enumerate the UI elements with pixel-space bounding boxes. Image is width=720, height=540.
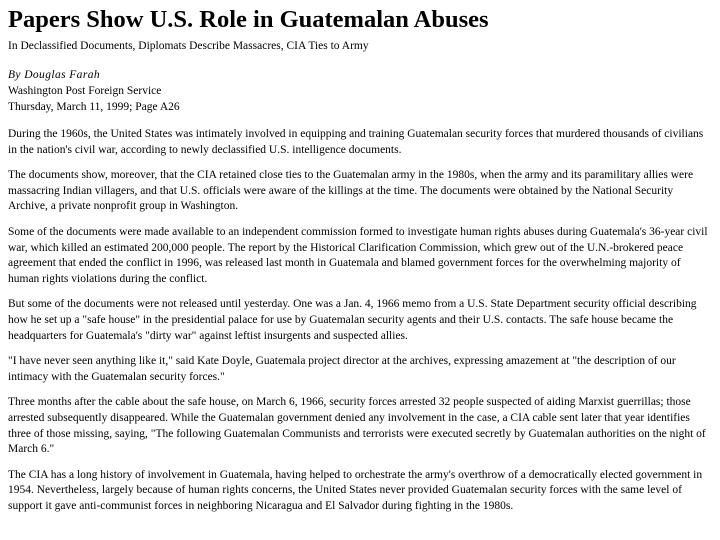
article-paragraph: The documents show, moreover, that the CIA retained close ties to the Guatemalan army in the 1980s, when the army and its paramilitary allies were massacring Indian villagers, and that U.S. officials were aware of the killings at the time. The documents were obtained by the National Security Archive, a private nonprofit group in Washington. bbox=[8, 169, 694, 213]
article-paragraph: During the 1960s, the United States was intimately involved in equipping and training Guatemalan security forces that murdered thousands of civilians in the nation's civil war, according to newly declassified U.S. intelligence documents. bbox=[8, 128, 704, 156]
article-paragraph: The CIA has a long history of involvement in Guatemala, having helped to orchestrate the army's overthrow of a democratically elected government in 1954. Nevertheless, largely because of human rights concerns, the United States never provided Guatemalan security forces with the same level of support it gave anti-communist forces in neighboring Nicaragua and El Salvador during fighting in the 1980s. bbox=[8, 468, 703, 512]
article-body bbox=[8, 127, 712, 514]
article-meta bbox=[8, 67, 712, 115]
article-dateline: Thursday, March 11, 1999; Page A26 bbox=[8, 101, 180, 113]
article-paragraph: But some of the documents were not released until yesterday. One was a Jan. 4, 1966 memo from a U.S. State Department security official describing how he set up a "safe house" in the presidential palace for use by Guatemalan security agents and their U.S. contacts. The safe house became the headquarters for Guatemala's "dirty war" against leftist insurgents and suspected allies. bbox=[8, 298, 697, 342]
article-byline: By Douglas Farah bbox=[8, 69, 101, 81]
article-paragraph: Three months after the cable about the safe house, on March 6, 1966, security forces arrested 32 people suspected of aiding Marxist guerrillas; those arrested subsequently disappeared. While the Guatemalan government denied any involvement in the case, a CIA cable sent later that year identifies three of those missing, saying, "The following Guatemalan Communists and terrorists were executed secretly by Guatemalan authorities on the night of March 6." bbox=[8, 396, 706, 456]
article-paragraph: Some of the documents were made available to an independent commission formed to investigate human rights abuses during Guatemala's 36-year civil war, which killed an estimated 200,000 people. The report by the Historical Clarification Commission, which grew out of the U.N.-brokered peace agreement that ended the conflict in 1996, was released last month in Guatemala and blamed government forces for the overwhelming majority of human rights violations during the conflict. bbox=[8, 225, 708, 285]
article-paragraph: "I have never seen anything like it," said Kate Doyle, Guatemala project director at the archives, expressing amazement at "the description of our intimacy with the Guatemalan security forces." bbox=[8, 355, 676, 383]
article-source: Washington Post Foreign Service bbox=[8, 85, 162, 97]
article-subheadline: In Declassified Documents, Diplomats Describe Massacres, CIA Ties to Army bbox=[8, 40, 369, 52]
article-headline: Papers Show U.S. Role in Guatemalan Abuses bbox=[8, 6, 489, 33]
